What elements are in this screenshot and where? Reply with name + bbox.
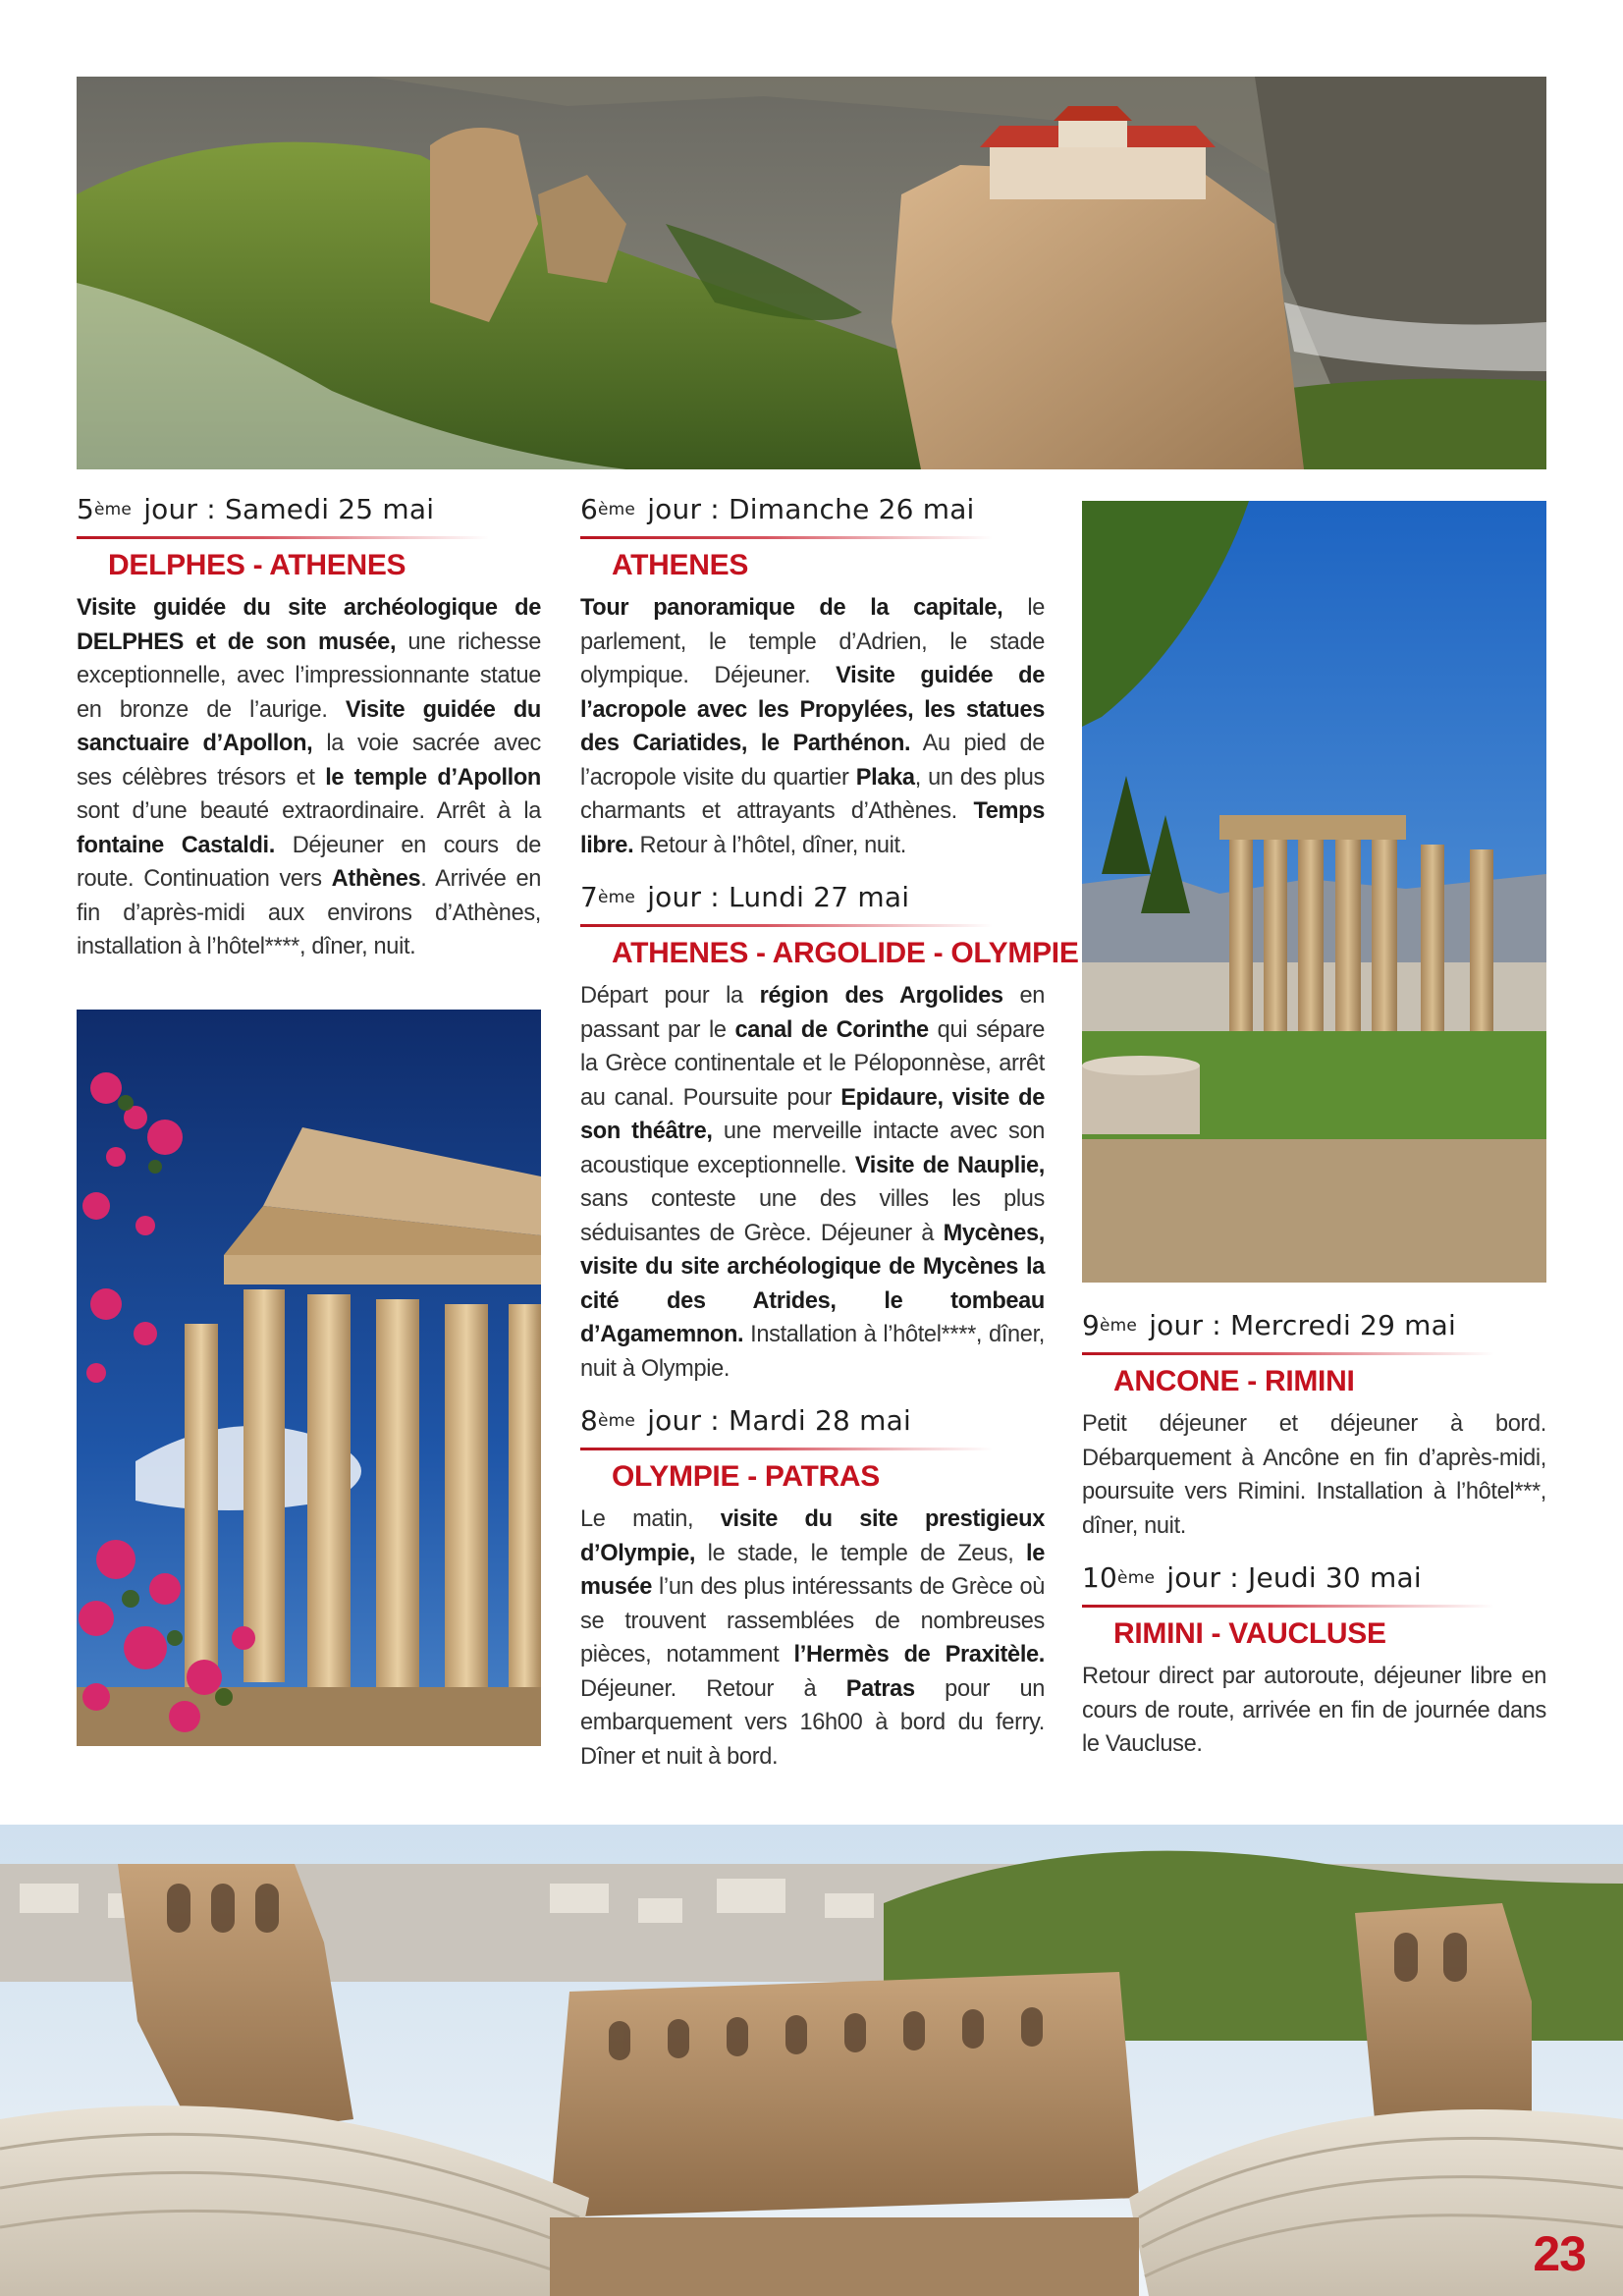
day-description: Départ pour la région des Argolides en passant par le canal de Corinthe qui sépare la Grèce continentale et le Péloponnèse, arrêt au canal. Poursuite pour Epidaure, visite de son théâtre, une merveille intacte avec son acoustique exceptionnelle. Visite de Nauplie, sans conteste une des villes les plus séduisantes de Grèce. Déjeuner à Mycènes, visite du site archéologique de Mycènes la cité des Atrides, le tombeau d’Agamemnon. Installation à l’hôtel****, dîner, nuit à Olympie.: [580, 983, 1046, 1382]
day-description: Petit déjeuner et déjeuner à bord. Débarquement à Ancône en fin d’après-midi, poursuite vers Rimini. Installation à l’hôtel***, dîner, nuit.: [1082, 1411, 1546, 1539]
day-heading: 5ème jour : Samedi 25 mai: [77, 493, 435, 525]
emphasis-text: Patras: [845, 1675, 915, 1702]
column-left: [77, 493, 541, 986]
emphasis-text: Visite guidée du site archéologique de DELPHES et de son musée,: [77, 595, 541, 655]
day-heading: 10ème jour : Jeudi 30 mai: [1082, 1561, 1422, 1594]
column-right: [1082, 1309, 1546, 1783]
day-divider: [580, 536, 993, 539]
emphasis-text: le musée: [580, 1540, 1045, 1600]
emphasis-text: fontaine Castaldi.: [77, 832, 275, 858]
day-description: Retour direct par autoroute, déjeuner libre en cours de route, arrivée en fin de journée dans le Vaucluse.: [1082, 1664, 1546, 1757]
day-description: Visite guidée du site archéologique de DELPHES et de son musée, une richesse exceptionnelle, avec l’impressionnante statue en bronze de l’aurige. Visite guidée du sanctuaire d’Apollon, la voie sacrée avec ses célèbres trésors et le temple d’Apollon sont d’une beauté extraordinaire. Arrêt à la fontaine Castaldi. Déjeuner en cours de route. Continuation vers Athènes. Arrivée en fin d’après-midi aux environs d’Athènes, installation à l’hôtel****, dîner, nuit.: [77, 595, 541, 959]
emphasis-text: Temps libre.: [580, 798, 1045, 858]
day-6-block: [580, 493, 1045, 862]
emphasis-text: Plaka: [855, 764, 915, 791]
emphasis-text: Visite guidée du sanctuaire d’Apollon,: [77, 696, 541, 756]
emphasis-text: Mycènes, visite du site archéologique de Mycènes la cité des Atrides, le tombeau d’Agamemnon.: [580, 1220, 1045, 1347]
day-7-block: [580, 881, 1079, 1386]
emphasis-text: le temple d’Apollon: [325, 764, 541, 791]
day-divider: [1082, 1352, 1494, 1355]
day-route-title: ANCONE - RIMINI: [1113, 1365, 1355, 1397]
temple-of-zeus-photo: [1082, 501, 1546, 1283]
emphasis-text: Tour panoramique de la capitale,: [580, 595, 1003, 621]
day-route-title: DELPHES - ATHENES: [108, 549, 406, 581]
day-9-block: [1082, 1309, 1546, 1543]
parthenon-photo: [77, 1010, 541, 1746]
day-heading: 8ème jour : Mardi 28 mai: [580, 1404, 911, 1437]
day-heading: 9ème jour : Mercredi 29 mai: [1082, 1309, 1456, 1341]
meteora-monastery-photo: [77, 77, 1546, 469]
emphasis-text: visite du site prestigieux d’Olympie,: [580, 1506, 1045, 1566]
day-heading: 6ème jour : Dimanche 26 mai: [580, 493, 975, 525]
emphasis-text: Visite de Nauplie,: [854, 1152, 1046, 1178]
day-description: Le matin, visite du site prestigieux d’Olympie, le stade, le temple de Zeus, le musée l’un des plus intéressants de Grèce où se trouvent rassemblées de nombreuses pièces, notamment l’Hermès de Praxitèle. Déjeuner. Retour à Patras pour un embarquement vers 16h00 à bord du ferry. Dîner et nuit à bord.: [580, 1506, 1046, 1770]
day-divider: [580, 1448, 993, 1450]
day-divider: [580, 924, 993, 927]
emphasis-text: Visite guidée de l’acropole avec les Propylées, les statues des Cariatides, le Parthénon.: [580, 663, 1045, 756]
odeon-herodes-atticus-photo: [0, 1825, 1623, 2296]
day-5-block: [77, 493, 541, 964]
column-middle: [580, 493, 1079, 1795]
day-divider: [77, 536, 489, 539]
emphasis-text: Athènes: [331, 866, 421, 892]
day-route-title: ATHENES: [612, 549, 749, 581]
day-route-title: OLYMPIE - PATRAS: [612, 1460, 881, 1493]
day-route-title: RIMINI - VAUCLUSE: [1113, 1617, 1386, 1650]
emphasis-text: l’Hermès de Praxitèle.: [793, 1642, 1046, 1667]
page-number: 23: [1533, 2226, 1586, 2281]
emphasis-text: région des Argolides: [759, 983, 1003, 1009]
emphasis-text: canal de Corinthe: [734, 1016, 929, 1043]
day-route-title: ATHENES - ARGOLIDE - OLYMPIE: [612, 937, 1079, 969]
day-divider: [1082, 1605, 1494, 1608]
day-10-block: [1082, 1561, 1546, 1762]
day-8-block: [580, 1404, 1046, 1774]
emphasis-text: Epidaure, visite de son théâtre,: [580, 1084, 1045, 1144]
day-description: Tour panoramique de la capitale, le parlement, le temple d’Adrien, le stade olympique. Déjeuner. Visite guidée de l’acropole avec les Propylées, les statues des Cariatides, le Parthénon. Au pied de l’acropole visite du quartier Plaka, un des plus charmants et attrayants d’Athènes. Temps libre. Retour à l’hôtel, dîner, nuit.: [580, 595, 1045, 858]
day-heading: 7ème jour : Lundi 27 mai: [580, 881, 910, 913]
